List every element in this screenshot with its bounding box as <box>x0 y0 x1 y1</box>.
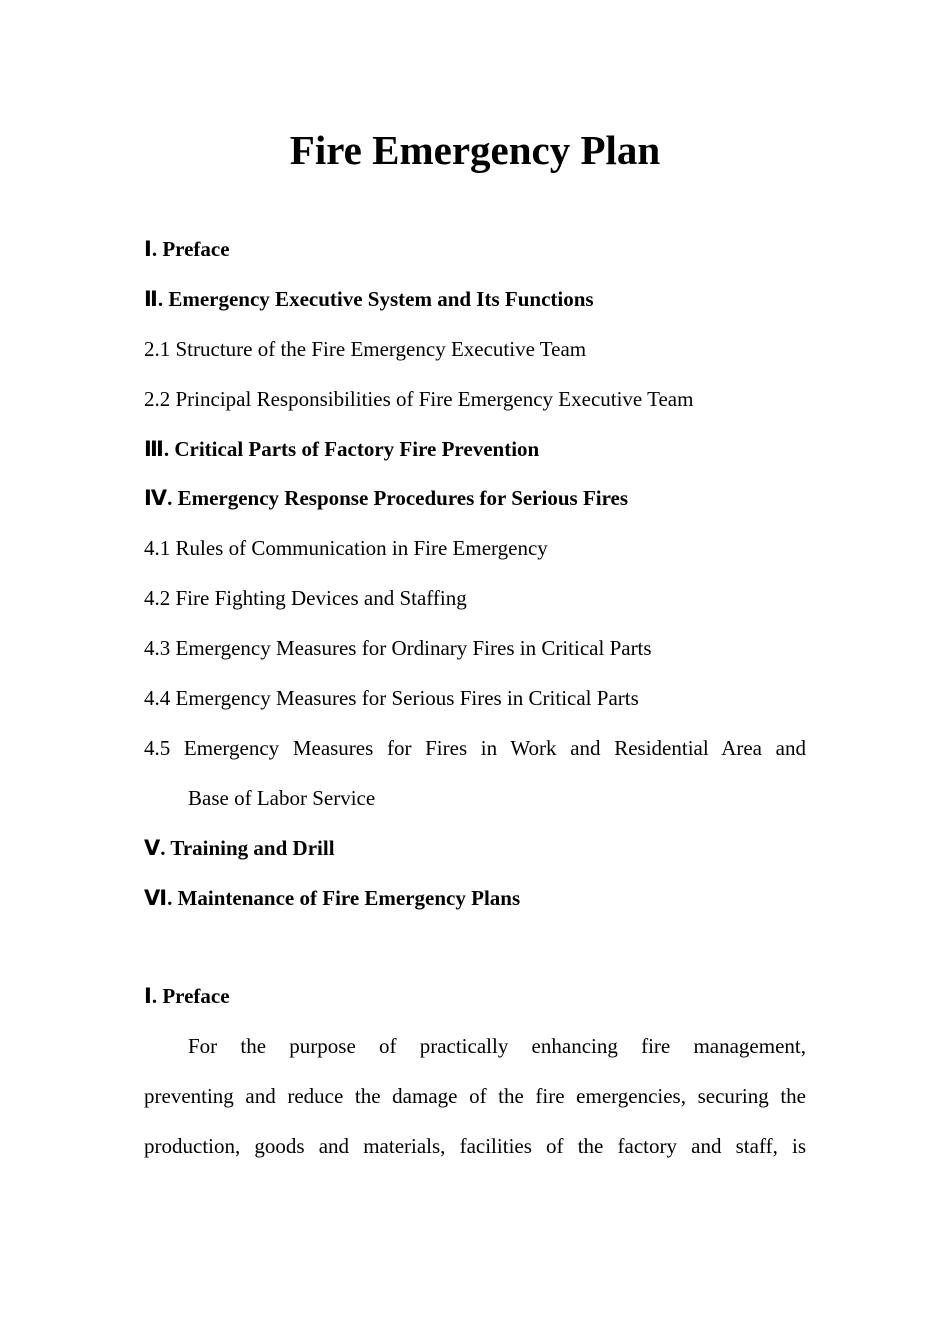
toc-heading-response-procedures <box>144 474 806 524</box>
document-title: Fire Emergency Plan <box>289 127 661 173</box>
toc-item-4-3: 4.3 Emergency Measures for Ordinary Fires in Critical Parts <box>144 636 652 661</box>
toc-item-2-2: 2.2 Principal Responsibilities of Fire Emergency Executive Team <box>144 386 694 411</box>
paragraph-line: For the purpose of practically enhancing fire management, <box>188 1033 806 1058</box>
section-paragraph <box>144 1022 806 1172</box>
toc-item-4-4: 4.4 Emergency Measures for Serious Fires in Critical Parts <box>144 686 639 711</box>
roman-numeral: Ⅱ <box>144 286 158 311</box>
toc-heading-text: . Maintenance of Fire Emergency Plans <box>167 885 521 910</box>
roman-numeral: Ⅲ <box>144 436 164 461</box>
section-heading-text: . Preface <box>151 984 230 1008</box>
section-preface <box>144 972 806 1172</box>
toc-heading-preface <box>144 225 806 275</box>
toc-heading-text: . Critical Parts of Factory Fire Prevention <box>163 436 540 461</box>
toc-item-2-1: 2.1 Structure of the Fire Emergency Executive Team <box>144 336 587 361</box>
toc-item-4-5: 4.5 Emergency Measures for Fires in Work and Residential Area and <box>144 735 806 760</box>
roman-numeral: Ⅰ <box>144 984 152 1008</box>
toc-item-4-2: 4.2 Fire Fighting Devices and Staffing <box>144 586 467 611</box>
toc-heading-critical-parts <box>144 425 806 475</box>
roman-numeral: Ⅳ <box>144 486 168 511</box>
table-of-contents <box>144 225 806 923</box>
toc-item-4-5-continuation: Base of Labor Service <box>188 785 376 810</box>
paragraph-line: production, goods and materials, facilities of the factory and staff, is <box>144 1133 806 1158</box>
toc-heading-maintenance <box>144 874 806 924</box>
paragraph-line: preventing and reduce the damage of the fire emergencies, securing the <box>144 1083 806 1108</box>
toc-item-4-1: 4.1 Rules of Communication in Fire Emergency <box>144 536 548 561</box>
toc-heading-training <box>144 824 806 874</box>
section-heading <box>144 972 806 1022</box>
roman-numeral: Ⅴ <box>144 835 161 860</box>
toc-heading-text: . Emergency Executive System and Its Functions <box>157 286 594 311</box>
toc-heading-text: . Training and Drill <box>160 835 335 860</box>
toc-heading-text: . Emergency Response Procedures for Serious Fires <box>167 486 629 511</box>
roman-numeral: Ⅰ <box>144 237 152 261</box>
toc-heading-text: . Preface <box>151 237 230 261</box>
roman-numeral: Ⅵ <box>144 885 168 910</box>
toc-heading-executive-system <box>144 275 806 325</box>
